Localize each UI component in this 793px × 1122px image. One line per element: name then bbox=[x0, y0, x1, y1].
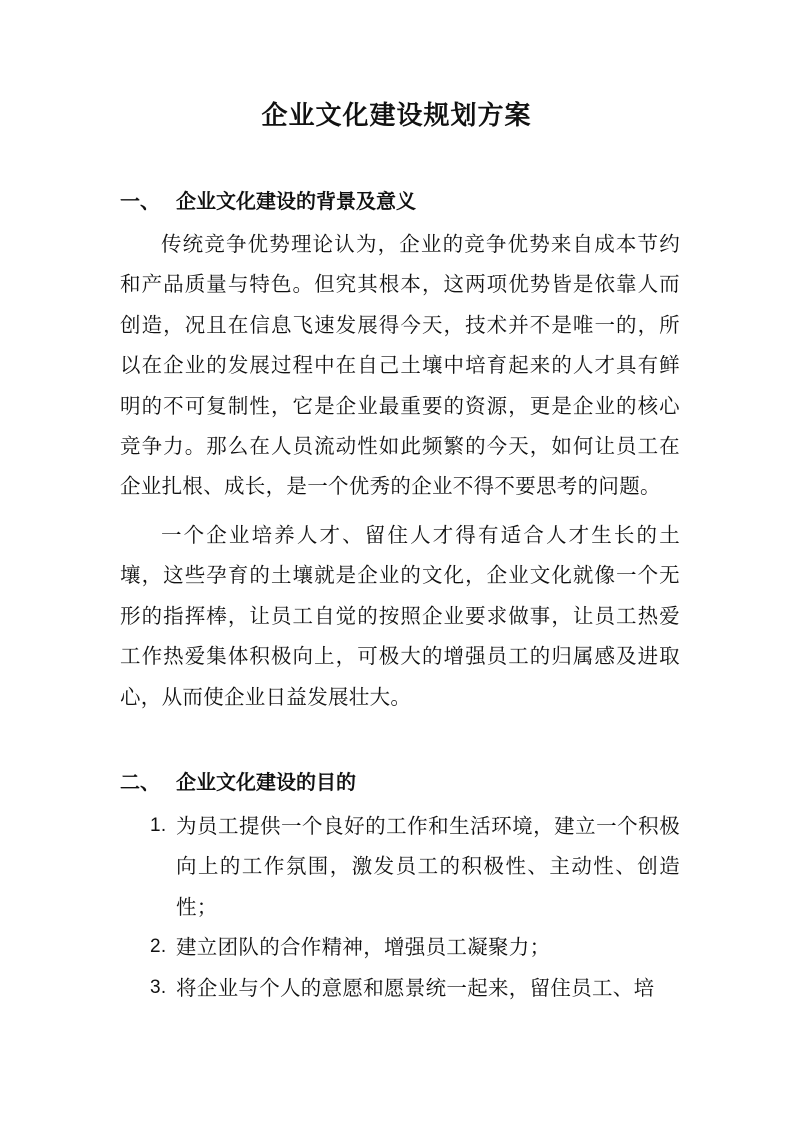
list-item bbox=[120, 806, 680, 927]
list-marker: 2. bbox=[150, 936, 167, 958]
section-number: 二、 bbox=[120, 770, 160, 794]
list-item-text: 为员工提供一个良好的工作和生活环境，建立一个积极向上的工作氛围，激发员工的积极性、主动性、创造性； bbox=[176, 814, 680, 919]
list-item bbox=[120, 927, 680, 967]
section-heading-text: 企业文化建设的目的 bbox=[176, 770, 356, 794]
list-item bbox=[120, 968, 680, 1008]
section-heading-purpose bbox=[120, 764, 356, 800]
list-marker: 3. bbox=[150, 976, 167, 998]
section-number: 一、 bbox=[120, 189, 160, 213]
paragraph-background-2: 一个企业培养人才、留住人才得有适合人才生长的土壤，这些孕育的土壤就是企业的文化，企业文化就像一个无形的指挥棒，让员工自觉的按照企业要求做事，让员工热爱工作热爱集体积极向上，可极大的增强员工的归属感及进取心，从而使企业日益发展壮大。 bbox=[120, 523, 680, 709]
section-heading-background bbox=[120, 183, 416, 219]
purpose-list bbox=[120, 806, 680, 1008]
document-title: 企业文化建设规划方案 bbox=[261, 101, 532, 131]
list-marker: 1. bbox=[150, 815, 167, 836]
section-heading-text: 企业文化建设的背景及意义 bbox=[176, 189, 416, 213]
list-item-text: 将企业与个人的意愿和愿景统一起来，留住员工、培 bbox=[176, 975, 655, 1000]
paragraph-background-1: 传统竞争优势理论认为，企业的竞争优势来自成本节约和产品质量与特色。但究其根本，这两项优势皆是依靠人而创造，况且在信息飞速发展得今天，技术并不是唯一的，所以在企业的发展过程中在自己土壤中培育起来的人才具有鲜明的不可复制性，它是企业最重要的资源，更是企业的核心竞争力。那么在人员流动性如此频繁的今天，如何让员工在企业扎根、成长，是一个优秀的企业不得不要思考的问题。 bbox=[120, 232, 680, 499]
list-item-text: 建立团队的合作精神，增强员工凝聚力； bbox=[176, 935, 551, 960]
